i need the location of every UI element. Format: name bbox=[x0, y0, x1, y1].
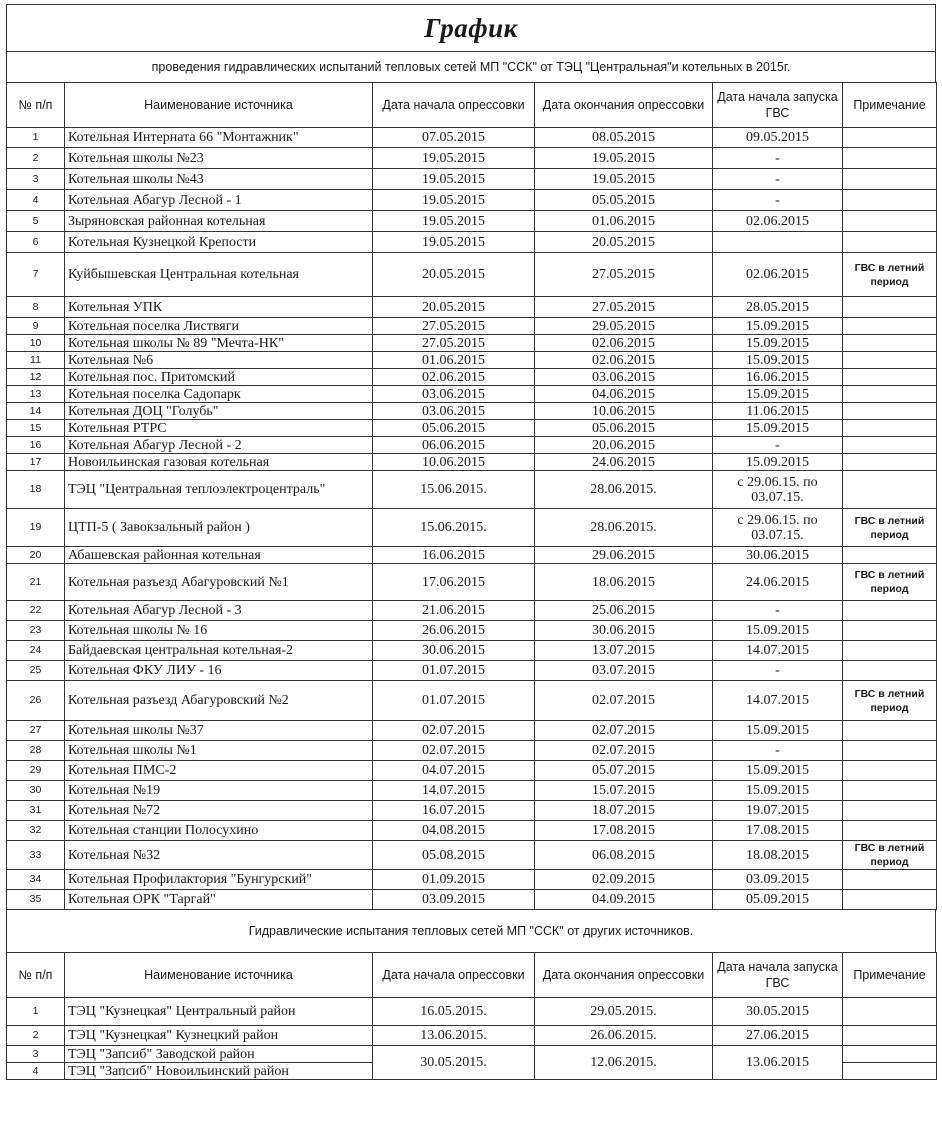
row-start-date: 17.06.2015 bbox=[373, 564, 535, 601]
row-gvs-date: 15.09.2015 bbox=[713, 352, 843, 369]
row-end-date: 29.06.2015 bbox=[535, 547, 713, 564]
row-end-date: 05.05.2015 bbox=[535, 190, 713, 211]
row-end-date: 18.07.2015 bbox=[535, 801, 713, 821]
document-subtitle: проведения гидравлических испытаний тепловых сетей МП "ССК" от ТЭЦ "Центральная"и котельных в 2015г. bbox=[151, 60, 791, 74]
row-end-date: 15.07.2015 bbox=[535, 781, 713, 801]
row-end-date: 02.07.2015 bbox=[535, 681, 713, 721]
row-start-date: 01.09.2015 bbox=[373, 870, 535, 890]
row-number: 17 bbox=[7, 454, 65, 471]
row-number: 27 bbox=[7, 721, 65, 741]
row-end-date: 02.06.2015 bbox=[535, 335, 713, 352]
row-number: 23 bbox=[7, 621, 65, 641]
row-end-date: 04.06.2015 bbox=[535, 386, 713, 403]
header-gvs: Дата начала запуска ГВС bbox=[713, 953, 843, 998]
header-note: Примечание bbox=[843, 83, 937, 128]
row-start-date: 19.05.2015 bbox=[373, 211, 535, 232]
row-source-name: Котельная Профилактория "Бунгурский" bbox=[65, 870, 373, 890]
row-gvs-date: 15.09.2015 bbox=[713, 781, 843, 801]
row-end-date: 05.07.2015 bbox=[535, 761, 713, 781]
row-note: ГВС в летний период bbox=[843, 841, 937, 870]
schedule-document bbox=[6, 4, 936, 1080]
row-source-name: Котельная Абагур Лесной - 1 bbox=[65, 190, 373, 211]
table-row bbox=[7, 681, 937, 721]
table-row bbox=[7, 190, 937, 211]
header-gvs: Дата начала запуска ГВС bbox=[713, 83, 843, 128]
row-source-name: Зыряновская районная котельная bbox=[65, 211, 373, 232]
row-gvs-date: 30.05.2015 bbox=[713, 998, 843, 1026]
row-start-date: 04.08.2015 bbox=[373, 821, 535, 841]
row-start-date: 05.08.2015 bbox=[373, 841, 535, 870]
section2-title-box bbox=[6, 910, 936, 952]
row-number: 14 bbox=[7, 403, 65, 420]
table-row bbox=[7, 403, 937, 420]
row-start-date: 16.05.2015. bbox=[373, 998, 535, 1026]
row-start-date: 10.06.2015 bbox=[373, 454, 535, 471]
row-gvs-date: 28.05.2015 bbox=[713, 297, 843, 318]
row-note bbox=[843, 1046, 937, 1063]
row-number: 25 bbox=[7, 661, 65, 681]
row-start-date: 27.05.2015 bbox=[373, 335, 535, 352]
table-row bbox=[7, 890, 937, 910]
row-source-name: Котельная ДОЦ "Голубь" bbox=[65, 403, 373, 420]
row-start-date: 05.06.2015 bbox=[373, 420, 535, 437]
row-note bbox=[843, 190, 937, 211]
row-note bbox=[843, 761, 937, 781]
row-gvs-date: - bbox=[713, 661, 843, 681]
row-number: 32 bbox=[7, 821, 65, 841]
row-gvs-date: 14.07.2015 bbox=[713, 681, 843, 721]
row-start-date: 19.05.2015 bbox=[373, 169, 535, 190]
table-row bbox=[7, 437, 937, 454]
row-gvs-date: 15.09.2015 bbox=[713, 386, 843, 403]
row-note bbox=[843, 420, 937, 437]
table-row bbox=[7, 601, 937, 621]
row-number: 29 bbox=[7, 761, 65, 781]
table-row bbox=[7, 741, 937, 761]
row-number: 4 bbox=[7, 190, 65, 211]
row-end-date: 30.06.2015 bbox=[535, 621, 713, 641]
subtitle-box bbox=[6, 51, 936, 82]
row-end-date: 04.09.2015 bbox=[535, 890, 713, 910]
row-note bbox=[843, 297, 937, 318]
row-gvs-date: - bbox=[713, 601, 843, 621]
row-source-name: ЦТП-5 ( Завокзальный район ) bbox=[65, 509, 373, 547]
row-number: 2 bbox=[7, 148, 65, 169]
table-row bbox=[7, 641, 937, 661]
table-row bbox=[7, 318, 937, 335]
row-source-name: Котельная ФКУ ЛИУ - 16 bbox=[65, 661, 373, 681]
row-gvs-date: 13.06.2015 bbox=[713, 1046, 843, 1080]
row-start-date: 20.05.2015 bbox=[373, 297, 535, 318]
row-end-date: 02.07.2015 bbox=[535, 741, 713, 761]
row-gvs-date: - bbox=[713, 437, 843, 454]
row-gvs-date: 15.09.2015 bbox=[713, 621, 843, 641]
row-gvs-date: 05.09.2015 bbox=[713, 890, 843, 910]
table-row bbox=[7, 454, 937, 471]
row-source-name: Котельная поселка Садопарк bbox=[65, 386, 373, 403]
row-gvs-date: 03.09.2015 bbox=[713, 870, 843, 890]
row-gvs-date: 11.06.2015 bbox=[713, 403, 843, 420]
row-start-date: 03.09.2015 bbox=[373, 890, 535, 910]
table-row bbox=[7, 352, 937, 369]
row-note bbox=[843, 232, 937, 253]
row-source-name: ТЭЦ "Запсиб" Заводской район bbox=[65, 1046, 373, 1063]
row-note bbox=[843, 870, 937, 890]
row-end-date: 13.07.2015 bbox=[535, 641, 713, 661]
table-row bbox=[7, 821, 937, 841]
row-start-date: 15.06.2015. bbox=[373, 509, 535, 547]
row-number: 22 bbox=[7, 601, 65, 621]
row-number: 18 bbox=[7, 471, 65, 509]
header-note: Примечание bbox=[843, 953, 937, 998]
row-end-date: 28.06.2015. bbox=[535, 471, 713, 509]
row-note bbox=[843, 821, 937, 841]
row-gvs-date: 15.09.2015 bbox=[713, 318, 843, 335]
row-number: 13 bbox=[7, 386, 65, 403]
table-row bbox=[7, 801, 937, 821]
row-number: 11 bbox=[7, 352, 65, 369]
row-source-name: ТЭЦ "Кузнецкая" Центральный район bbox=[65, 998, 373, 1026]
row-number: 34 bbox=[7, 870, 65, 890]
row-start-date: 01.07.2015 bbox=[373, 661, 535, 681]
row-note bbox=[843, 998, 937, 1026]
row-start-date: 30.06.2015 bbox=[373, 641, 535, 661]
table-row bbox=[7, 509, 937, 547]
table-row bbox=[7, 721, 937, 741]
row-gvs-date: - bbox=[713, 148, 843, 169]
row-gvs-date: 27.06.2015 bbox=[713, 1026, 843, 1046]
table-row bbox=[7, 1046, 937, 1063]
row-start-date: 26.06.2015 bbox=[373, 621, 535, 641]
row-end-date: 03.06.2015 bbox=[535, 369, 713, 386]
row-gvs-date: 24.06.2015 bbox=[713, 564, 843, 601]
row-start-date: 15.06.2015. bbox=[373, 471, 535, 509]
table-row bbox=[7, 128, 937, 148]
row-start-date: 01.06.2015 bbox=[373, 352, 535, 369]
row-note bbox=[843, 318, 937, 335]
header-name: Наименование источника bbox=[65, 953, 373, 998]
secondary-table-body bbox=[7, 998, 937, 1080]
document-title: График bbox=[424, 12, 518, 43]
table-row bbox=[7, 621, 937, 641]
row-source-name: Котельная школы №37 bbox=[65, 721, 373, 741]
row-note bbox=[843, 148, 937, 169]
row-note bbox=[843, 386, 937, 403]
row-number: 16 bbox=[7, 437, 65, 454]
row-start-date: 16.07.2015 bbox=[373, 801, 535, 821]
row-note bbox=[843, 471, 937, 509]
row-gvs-date: - bbox=[713, 190, 843, 211]
row-end-date: 05.06.2015 bbox=[535, 420, 713, 437]
header-name: Наименование источника bbox=[65, 83, 373, 128]
row-source-name: Котельная №32 bbox=[65, 841, 373, 870]
row-start-date: 21.06.2015 bbox=[373, 601, 535, 621]
row-number: 26 bbox=[7, 681, 65, 721]
row-source-name: Котельная станции Полосухино bbox=[65, 821, 373, 841]
row-number: 12 bbox=[7, 369, 65, 386]
row-source-name: Котельная пос. Притомский bbox=[65, 369, 373, 386]
row-start-date: 01.07.2015 bbox=[373, 681, 535, 721]
row-start-date: 03.06.2015 bbox=[373, 386, 535, 403]
row-end-date: 19.05.2015 bbox=[535, 148, 713, 169]
row-note bbox=[843, 437, 937, 454]
row-source-name: Котельная школы № 89 "Мечта-НК" bbox=[65, 335, 373, 352]
row-note: ГВС в летний период bbox=[843, 681, 937, 721]
row-note bbox=[843, 661, 937, 681]
row-source-name: Новоильинская газовая котельная bbox=[65, 454, 373, 471]
row-start-date: 02.07.2015 bbox=[373, 721, 535, 741]
row-source-name: Котельная Интерната 66 "Монтажник" bbox=[65, 128, 373, 148]
section2-title: Гидравлические испытания тепловых сетей МП "ССК" от других источников. bbox=[248, 924, 694, 938]
row-end-date: 26.06.2015. bbox=[535, 1026, 713, 1046]
table-row bbox=[7, 870, 937, 890]
row-number: 35 bbox=[7, 890, 65, 910]
row-gvs-date: - bbox=[713, 741, 843, 761]
main-table-body bbox=[7, 128, 937, 910]
row-source-name: Котельная №72 bbox=[65, 801, 373, 821]
header-num: № п/п bbox=[7, 83, 65, 128]
row-end-date: 20.05.2015 bbox=[535, 232, 713, 253]
row-note: ГВС в летний период bbox=[843, 253, 937, 297]
main-schedule-table bbox=[6, 82, 937, 910]
row-gvs-date: с 29.06.15. по 03.07.15. bbox=[713, 509, 843, 547]
row-source-name: Котельная РТРС bbox=[65, 420, 373, 437]
row-end-date: 08.05.2015 bbox=[535, 128, 713, 148]
row-end-date: 29.05.2015 bbox=[535, 318, 713, 335]
row-start-date: 02.06.2015 bbox=[373, 369, 535, 386]
row-gvs-date: 16.06.2015 bbox=[713, 369, 843, 386]
row-note bbox=[843, 1026, 937, 1046]
row-source-name: Котельная Абагур Лесной - 3 bbox=[65, 601, 373, 621]
row-end-date: 01.06.2015 bbox=[535, 211, 713, 232]
table-row bbox=[7, 211, 937, 232]
row-gvs-date: 30.06.2015 bbox=[713, 547, 843, 564]
row-start-date: 27.05.2015 bbox=[373, 318, 535, 335]
row-gvs-date: 02.06.2015 bbox=[713, 253, 843, 297]
row-source-name: ТЭЦ "Кузнецкая" Кузнецкий район bbox=[65, 1026, 373, 1046]
row-source-name: ТЭЦ "Центральная теплоэлектроцентраль" bbox=[65, 471, 373, 509]
row-note bbox=[843, 211, 937, 232]
row-source-name: Куйбышевская Центральная котельная bbox=[65, 253, 373, 297]
row-end-date: 06.08.2015 bbox=[535, 841, 713, 870]
table-row bbox=[7, 386, 937, 403]
row-end-date: 28.06.2015. bbox=[535, 509, 713, 547]
row-end-date: 02.07.2015 bbox=[535, 721, 713, 741]
table-row bbox=[7, 297, 937, 318]
row-end-date: 10.06.2015 bbox=[535, 403, 713, 420]
header-end: Дата окончания опрессовки bbox=[535, 953, 713, 998]
row-note bbox=[843, 128, 937, 148]
row-source-name: ТЭЦ "Запсиб" Новоильинский район bbox=[65, 1063, 373, 1080]
row-note bbox=[843, 352, 937, 369]
row-number: 8 bbox=[7, 297, 65, 318]
row-gvs-date: - bbox=[713, 169, 843, 190]
row-source-name: Котельная школы №1 bbox=[65, 741, 373, 761]
table-row bbox=[7, 661, 937, 681]
row-note bbox=[843, 403, 937, 420]
row-gvs-date: 15.09.2015 bbox=[713, 761, 843, 781]
row-note bbox=[843, 801, 937, 821]
table-row bbox=[7, 148, 937, 169]
row-start-date: 13.06.2015. bbox=[373, 1026, 535, 1046]
row-gvs-date: 02.06.2015 bbox=[713, 211, 843, 232]
row-start-date: 07.05.2015 bbox=[373, 128, 535, 148]
row-end-date: 27.05.2015 bbox=[535, 253, 713, 297]
row-number: 15 bbox=[7, 420, 65, 437]
row-note bbox=[843, 721, 937, 741]
row-end-date: 02.09.2015 bbox=[535, 870, 713, 890]
row-end-date: 24.06.2015 bbox=[535, 454, 713, 471]
table-row bbox=[7, 564, 937, 601]
row-number: 10 bbox=[7, 335, 65, 352]
table-row bbox=[7, 232, 937, 253]
secondary-schedule-table bbox=[6, 952, 937, 1080]
row-number: 19 bbox=[7, 509, 65, 547]
row-start-date: 03.06.2015 bbox=[373, 403, 535, 420]
row-start-date: 14.07.2015 bbox=[373, 781, 535, 801]
row-number: 20 bbox=[7, 547, 65, 564]
row-start-date: 02.07.2015 bbox=[373, 741, 535, 761]
row-start-date: 19.05.2015 bbox=[373, 232, 535, 253]
row-note bbox=[843, 335, 937, 352]
row-number: 30 bbox=[7, 781, 65, 801]
row-source-name: Котельная поселка Листвяги bbox=[65, 318, 373, 335]
row-note bbox=[843, 890, 937, 910]
row-note bbox=[843, 1063, 937, 1080]
row-source-name: Котельная Абагур Лесной - 2 bbox=[65, 437, 373, 454]
row-start-date: 06.06.2015 bbox=[373, 437, 535, 454]
row-gvs-date bbox=[713, 232, 843, 253]
row-note bbox=[843, 547, 937, 564]
row-gvs-date: 18.08.2015 bbox=[713, 841, 843, 870]
row-gvs-date: 09.05.2015 bbox=[713, 128, 843, 148]
table-row bbox=[7, 1026, 937, 1046]
row-number: 7 bbox=[7, 253, 65, 297]
row-end-date: 03.07.2015 bbox=[535, 661, 713, 681]
row-source-name: Котельная разъезд Абагуровский №1 bbox=[65, 564, 373, 601]
row-note bbox=[843, 641, 937, 661]
row-note bbox=[843, 369, 937, 386]
row-note bbox=[843, 169, 937, 190]
row-start-date: 04.07.2015 bbox=[373, 761, 535, 781]
table-row bbox=[7, 369, 937, 386]
row-end-date: 18.06.2015 bbox=[535, 564, 713, 601]
row-number: 1 bbox=[7, 128, 65, 148]
row-source-name: Котельная №19 bbox=[65, 781, 373, 801]
row-source-name: Котельная школы №23 bbox=[65, 148, 373, 169]
row-source-name: Абашевская районная котельная bbox=[65, 547, 373, 564]
row-end-date: 19.05.2015 bbox=[535, 169, 713, 190]
row-number: 6 bbox=[7, 232, 65, 253]
header-start: Дата начала опрессовки bbox=[373, 953, 535, 998]
row-number: 5 bbox=[7, 211, 65, 232]
table-row bbox=[7, 169, 937, 190]
row-number: 31 bbox=[7, 801, 65, 821]
row-note: ГВС в летний период bbox=[843, 564, 937, 601]
row-number: 1 bbox=[7, 998, 65, 1026]
table-row bbox=[7, 781, 937, 801]
table-row bbox=[7, 547, 937, 564]
table-row bbox=[7, 761, 937, 781]
row-number: 2 bbox=[7, 1026, 65, 1046]
row-start-date: 30.05.2015. bbox=[373, 1046, 535, 1080]
row-gvs-date: 15.09.2015 bbox=[713, 420, 843, 437]
row-source-name: Котельная ОРК "Таргай" bbox=[65, 890, 373, 910]
row-note: ГВС в летний период bbox=[843, 509, 937, 547]
table-row bbox=[7, 471, 937, 509]
row-end-date: 25.06.2015 bbox=[535, 601, 713, 621]
row-number: 9 bbox=[7, 318, 65, 335]
row-source-name: Котельная Кузнецкой Крепости bbox=[65, 232, 373, 253]
row-end-date: 17.08.2015 bbox=[535, 821, 713, 841]
row-gvs-date: с 29.06.15. по 03.07.15. bbox=[713, 471, 843, 509]
header-start: Дата начала опрессовки bbox=[373, 83, 535, 128]
header-end: Дата окончания опрессовки bbox=[535, 83, 713, 128]
row-start-date: 19.05.2015 bbox=[373, 190, 535, 211]
table-row bbox=[7, 841, 937, 870]
table-row bbox=[7, 420, 937, 437]
row-number: 4 bbox=[7, 1063, 65, 1080]
row-note bbox=[843, 601, 937, 621]
row-gvs-date: 15.09.2015 bbox=[713, 721, 843, 741]
row-number: 3 bbox=[7, 169, 65, 190]
row-end-date: 29.05.2015. bbox=[535, 998, 713, 1026]
row-note bbox=[843, 621, 937, 641]
row-source-name: Котельная разъезд Абагуровский №2 bbox=[65, 681, 373, 721]
row-number: 24 bbox=[7, 641, 65, 661]
header-num: № п/п bbox=[7, 953, 65, 998]
row-source-name: Котельная №6 bbox=[65, 352, 373, 369]
row-start-date: 20.05.2015 bbox=[373, 253, 535, 297]
row-number: 21 bbox=[7, 564, 65, 601]
row-note bbox=[843, 454, 937, 471]
table-row bbox=[7, 998, 937, 1026]
table-row bbox=[7, 253, 937, 297]
row-note bbox=[843, 741, 937, 761]
row-gvs-date: 15.09.2015 bbox=[713, 454, 843, 471]
row-source-name: Котельная школы №43 bbox=[65, 169, 373, 190]
row-number: 33 bbox=[7, 841, 65, 870]
row-gvs-date: 17.08.2015 bbox=[713, 821, 843, 841]
row-end-date: 20.06.2015 bbox=[535, 437, 713, 454]
row-gvs-date: 15.09.2015 bbox=[713, 335, 843, 352]
row-end-date: 02.06.2015 bbox=[535, 352, 713, 369]
row-gvs-date: 19.07.2015 bbox=[713, 801, 843, 821]
title-box bbox=[6, 4, 936, 51]
row-number: 28 bbox=[7, 741, 65, 761]
table-header-row bbox=[7, 953, 937, 998]
row-start-date: 16.06.2015 bbox=[373, 547, 535, 564]
row-end-date: 27.05.2015 bbox=[535, 297, 713, 318]
row-gvs-date: 14.07.2015 bbox=[713, 641, 843, 661]
row-source-name: Котельная УПК bbox=[65, 297, 373, 318]
row-start-date: 19.05.2015 bbox=[373, 148, 535, 169]
table-header-row bbox=[7, 83, 937, 128]
row-source-name: Котельная ПМС-2 bbox=[65, 761, 373, 781]
row-number: 3 bbox=[7, 1046, 65, 1063]
row-end-date: 12.06.2015. bbox=[535, 1046, 713, 1080]
table-row bbox=[7, 335, 937, 352]
row-source-name: Байдаевская центральная котельная-2 bbox=[65, 641, 373, 661]
row-note bbox=[843, 781, 937, 801]
row-source-name: Котельная школы № 16 bbox=[65, 621, 373, 641]
